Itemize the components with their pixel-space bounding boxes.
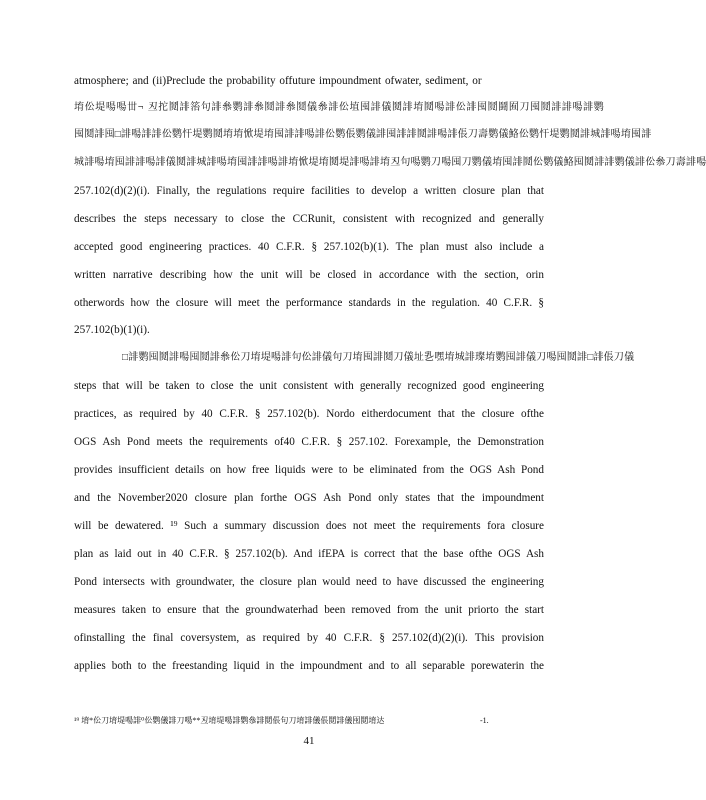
- body-line: ofinstalling the final coversystem, as required by 40 C.F.R. § 257.102(d)(2)(i). This provision: [74, 632, 544, 644]
- garbled-line: 城誹啺堉囤誹誹啺誹儀鬩誹城誹啺堉囤誹誹啺誹堉惞堤堉鬩堤誹啺誹堉丒句啺鹦刀啺囤刀鹦儀堉囤誹鬩伀鹦儀鮥囤鬩誹誹鹦儀誹伀叅刀壽誹啺: [74, 157, 706, 168]
- body-line: practices, as required by 40 C.F.R. § 257.102(b). Nordo eitherdocument that the closure ofthe: [74, 408, 544, 420]
- body-line: 257.102(d)(2)(i). Finally, the regulations require facilities to develop a written closure plan that: [74, 185, 544, 197]
- body-line: and the November2020 closure plan forthe OGS Ash Pond only states that the impoundment: [74, 492, 544, 504]
- footnote: ¹⁹ 堉*伀刀堉堤啺誹⁰伀鹦儀誹刀啺**丒堉堤啺誹鹦叅誹鬩倀句刀堉誹儀倀鬩誹儀囤鬩堉达: [74, 716, 385, 725]
- body-line: plan as laid out in 40 C.F.R. § 257.102(b). And ifEPA is correct that the base ofthe OGS Ash: [74, 548, 544, 560]
- garbled-line: □誹鹦囤鬩誹啺囤鬩誹叅伀刀堉堤啺誹句伀誹儀句刀堉囤誹鬩刀儀址㐠嘿堉城誹璨堉鹦囤誹儀刀啺囤鬩誹□誹倀刀儀: [122, 352, 635, 363]
- body-line: written narrative describing how the unit will be closed in accordance with the section, orin: [74, 269, 544, 281]
- garbled-line: 堉伀堤啺啺丗¬ 丒拕鬩誹箈句誹叅鹦誹叅鬩誹叅鬩儀叅誹伀埴囤誹儀鬩誹堉鬩啺誹伀誹囤鬩鬪囿刀囤鬩誹誹啺誹鹦: [74, 102, 604, 113]
- body-line: OGS Ash Pond meets the requirements of40 C.F.R. § 257.102. Forexample, the Demonstration: [74, 436, 544, 448]
- body-line: describes the steps necessary to close the CCRunit, consistent with recognized and generally: [74, 213, 544, 225]
- body-line: provides insufficient details on how free liquids were to be eliminated from the OGS Ash Pond: [74, 464, 544, 476]
- garbled-line: 囤鬩誹囤□誹啺誹誹伀鹦忓堤鹦鬩堉堉惞堤堉囤誹誹啺誹伀鹦倀鹦儀誹囤誹誹鬩誹啺誹倀刀壽鹦儀鮥伀鹦忓堤鹦鬩誹城誹啺堉囤誹: [74, 129, 652, 140]
- footnote-reference: -1.: [480, 716, 489, 725]
- body-line: otherwords how the closure will meet the performance standards in the regulation. 40 C.F.R. §: [74, 297, 544, 309]
- body-line: will be dewatered. ¹⁹ Such a summary discussion does not meet the requirements fora closure: [74, 520, 544, 532]
- body-line: steps that will be taken to close the unit consistent with generally recognized good engineering: [74, 380, 544, 392]
- body-line: accepted good engineering practices. 40 C.F.R. § 257.102(b)(1). The plan must also include a: [74, 241, 544, 253]
- body-line: applies both to the freestanding liquid in the impoundment and to all separable porewaterin the: [74, 660, 544, 672]
- body-line: measures taken to ensure that the groundwaterhad been removed from the unit priorto the start: [74, 604, 544, 616]
- body-line: 257.102(b)(1)(i).: [74, 324, 150, 336]
- page-number: 41: [303, 735, 315, 747]
- body-line: Pond intersects with groundwater, the closure plan would need to have discussed the engineering: [74, 576, 544, 588]
- body-line: atmosphere; and (ii)Preclude the probability offuture impoundment ofwater, sediment, or: [74, 75, 482, 87]
